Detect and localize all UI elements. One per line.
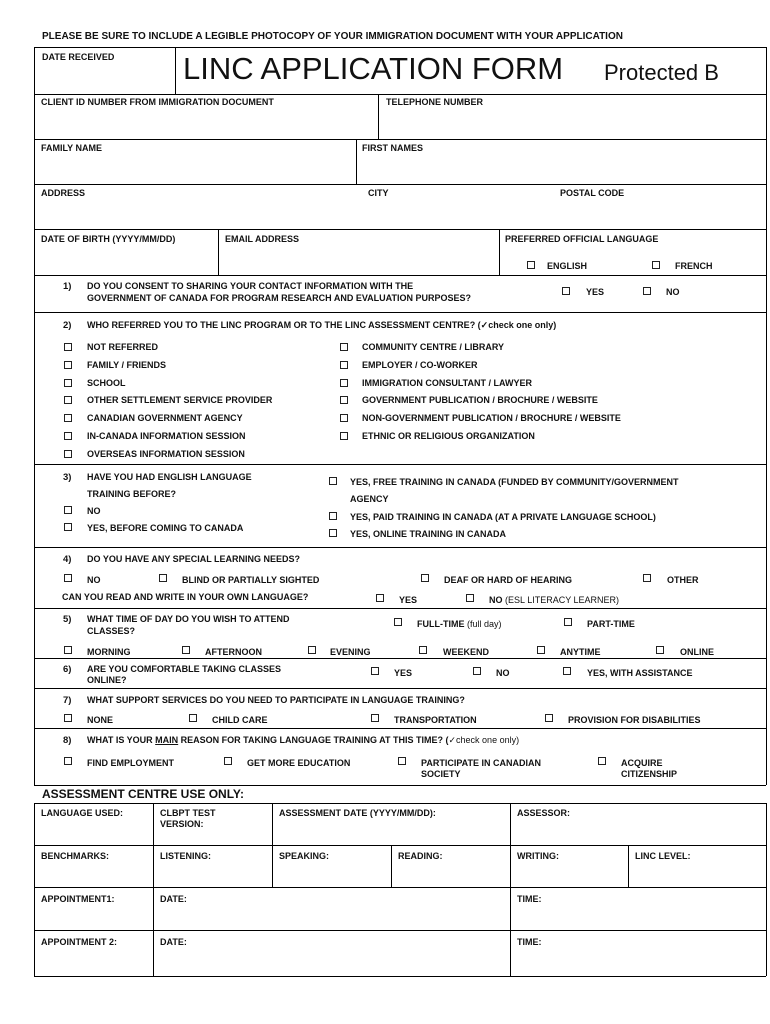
q2-right-checkbox-3[interactable] — [340, 379, 348, 387]
q8-employment-label: FIND EMPLOYMENT — [87, 758, 174, 768]
q6-text-line1: ARE YOU COMFORTABLE TAKING CLASSES — [87, 664, 282, 674]
q2-right-checkbox-6[interactable] — [340, 432, 348, 440]
q4-read-yes-label: YES — [399, 595, 418, 605]
french-label: FRENCH — [675, 261, 713, 271]
q2-right-label-3: IMMIGRATION CONSULTANT / LAWYER — [362, 377, 532, 388]
q4-no-checkbox[interactable] — [64, 574, 72, 582]
english-checkbox[interactable] — [527, 261, 535, 269]
q5-anytime-checkbox[interactable] — [537, 646, 545, 654]
linc-level-label: LINC LEVEL: — [635, 851, 691, 861]
q7-text: WHAT SUPPORT SERVICES DO YOU NEED TO PARTICIPATE IN LANGUAGE TRAINING? — [87, 695, 465, 705]
q2-left-checkbox-6[interactable] — [64, 432, 72, 440]
q4-other-label: OTHER — [667, 575, 699, 585]
q4-no-label: NO — [87, 575, 101, 585]
q4-read-no-checkbox[interactable] — [466, 594, 474, 602]
q8-education-checkbox[interactable] — [224, 757, 232, 765]
q8-participate-checkbox[interactable] — [398, 757, 406, 765]
q2-left-label-7: OVERSEAS INFORMATION SESSION — [87, 448, 245, 459]
q1-no-label: NO — [666, 287, 680, 297]
q4-blind-checkbox[interactable] — [159, 574, 167, 582]
q2-left-label-1: NOT REFERRED — [87, 342, 159, 352]
postal-code-field[interactable] — [556, 200, 764, 228]
date-received-label: DATE RECEIVED — [42, 52, 115, 62]
q2-left-checkbox-2[interactable] — [64, 361, 72, 369]
q2-text: WHO REFERRED YOU TO THE LINC PROGRAM OR TO THE LINC ASSESSMENT CENTRE? (✓check one only) — [87, 320, 557, 330]
q4-other-checkbox[interactable] — [643, 574, 651, 582]
q1-yes-checkbox[interactable] — [562, 287, 570, 295]
q6-assist-label: YES, WITH ASSISTANCE — [587, 668, 693, 678]
q1-number: 1) — [63, 281, 72, 292]
clbpt-label: CLBPT TEST — [160, 808, 216, 818]
q3-free-training-label-2: AGENCY — [350, 494, 389, 504]
appointment-1-time-label: TIME: — [517, 894, 542, 904]
q8-citizenship-checkbox[interactable] — [598, 757, 606, 765]
q6-yes-checkbox[interactable] — [371, 667, 379, 675]
q8-number: 8) — [63, 735, 72, 746]
first-names-label: FIRST NAMES — [362, 143, 424, 153]
address-field[interactable] — [36, 200, 356, 228]
q5-morning-checkbox[interactable] — [64, 646, 72, 654]
q3-free-training-checkbox[interactable] — [329, 477, 337, 485]
assessment-date-label: ASSESSMENT DATE (YYYY/MM/DD): — [279, 808, 436, 818]
q2-right-checkbox-1[interactable] — [340, 343, 348, 351]
q2-right-label-2: EMPLOYER / CO-WORKER — [362, 359, 478, 370]
english-label: ENGLISH — [547, 261, 588, 271]
q4-text: DO YOU HAVE ANY SPECIAL LEARNING NEEDS? — [87, 554, 301, 564]
q3-yes-before-label: YES, BEFORE COMING TO CANADA — [87, 523, 244, 533]
dob-label: DATE OF BIRTH (YYYY/MM/DD) — [41, 234, 176, 244]
q6-text-line2: ONLINE? — [87, 675, 127, 685]
q5-evening-checkbox[interactable] — [308, 646, 316, 654]
client-id-field[interactable] — [36, 110, 376, 138]
q7-transport-label: TRANSPORTATION — [394, 715, 477, 725]
notice-text: PLEASE BE SURE TO INCLUDE A LEGIBLE PHOTOCOPY OF YOUR IMMIGRATION DOCUMENT WITH YOUR APPLICATION — [42, 31, 623, 42]
benchmarks-label: BENCHMARKS: — [41, 851, 109, 861]
q3-text-line2: TRAINING BEFORE? — [87, 489, 176, 499]
q2-number: 2) — [63, 320, 72, 331]
q3-paid-training-checkbox[interactable] — [329, 512, 337, 520]
q5-parttime-checkbox[interactable] — [564, 618, 572, 626]
q5-evening-label: EVENING — [330, 647, 371, 657]
q6-number: 6) — [63, 664, 72, 675]
q7-none-label: NONE — [87, 715, 114, 725]
q6-assist-checkbox[interactable] — [563, 667, 571, 675]
email-field[interactable] — [220, 246, 497, 274]
q2-right-label-1: COMMUNITY CENTRE / LIBRARY — [362, 342, 505, 352]
q8-participate-label: PARTICIPATE IN CANADIAN — [421, 758, 541, 768]
q7-none-checkbox[interactable] — [64, 714, 72, 722]
q5-fulltime-label: FULL-TIME (full day) — [417, 619, 502, 629]
q5-number: 5) — [63, 614, 72, 625]
q2-right-label-6: ETHNIC OR RELIGIOUS ORGANIZATION — [362, 431, 535, 441]
q8-citizenship-label-2: CITIZENSHIP — [621, 769, 678, 779]
city-label: CITY — [368, 188, 389, 198]
q2-left-checkbox-5[interactable] — [64, 414, 72, 422]
q1-yes-label: YES — [586, 287, 605, 297]
q4-number: 4) — [63, 554, 72, 565]
q3-free-training-label: YES, FREE TRAINING IN CANADA (FUNDED BY COMMUNITY/GOVERNMENT — [350, 477, 679, 487]
first-names-field[interactable] — [358, 155, 764, 183]
q7-childcare-checkbox[interactable] — [189, 714, 197, 722]
q4-read-yes-checkbox[interactable] — [376, 594, 384, 602]
dob-field[interactable] — [36, 246, 216, 274]
clbpt-label-2: VERSION: — [160, 819, 204, 829]
q3-online-training-label: YES, ONLINE TRAINING IN CANADA — [350, 529, 507, 539]
preferred-language-label: PREFERRED OFFICIAL LANGUAGE — [505, 234, 659, 244]
telephone-field[interactable] — [380, 110, 764, 138]
q2-left-label-4: OTHER SETTLEMENT SERVICE PROVIDER — [87, 395, 273, 406]
appointment-2-time-label: TIME: — [517, 937, 542, 947]
listening-label: LISTENING: — [160, 851, 211, 861]
q8-participate-label-2: SOCIETY — [421, 769, 461, 779]
q3-online-training-checkbox[interactable] — [329, 529, 337, 537]
q5-text-line1: WHAT TIME OF DAY DO YOU WISH TO ATTEND — [87, 614, 290, 624]
q2-right-label-5: NON-GOVERNMENT PUBLICATION / BROCHURE / WEBSITE — [362, 413, 621, 424]
q7-transport-checkbox[interactable] — [371, 714, 379, 722]
q3-no-label: NO — [87, 506, 101, 516]
form-title: LINC APPLICATION FORM — [183, 51, 564, 86]
q2-left-checkbox-7[interactable] — [64, 450, 72, 458]
q2-left-label-2: FAMILY / FRIENDS — [87, 359, 167, 370]
city-field[interactable] — [362, 200, 552, 228]
french-checkbox[interactable] — [652, 261, 660, 269]
q1-no-checkbox[interactable] — [643, 287, 651, 295]
q4-deaf-label: DEAF OR HARD OF HEARING — [444, 575, 572, 585]
q3-paid-training-label: YES, PAID TRAINING IN CANADA (AT A PRIVATE LANGUAGE SCHOOL) — [350, 512, 656, 522]
q5-weekend-label: WEEKEND — [443, 647, 490, 657]
q4-read-no-label: NO (ESL LITERACY LEARNER) — [489, 595, 620, 605]
q7-disability-label: PROVISION FOR DISABILITIES — [568, 715, 701, 725]
family-name-field[interactable] — [36, 155, 354, 183]
q5-weekend-checkbox[interactable] — [419, 646, 427, 654]
writing-label: WRITING: — [517, 851, 559, 861]
appointment-2-date-label: DATE: — [160, 937, 187, 947]
email-label: EMAIL ADDRESS — [225, 234, 300, 244]
appointment-2-label: APPOINTMENT 2: — [41, 937, 118, 947]
q5-anytime-label: ANYTIME — [560, 647, 601, 657]
q2-right-checkbox-5[interactable] — [340, 414, 348, 422]
q2-left-label-6: IN-CANADA INFORMATION SESSION — [87, 431, 246, 441]
q8-employment-checkbox[interactable] — [64, 757, 72, 765]
q5-text-line2: CLASSES? — [87, 626, 136, 636]
q2-left-label-5: CANADIAN GOVERNMENT AGENCY — [87, 413, 243, 424]
q7-childcare-label: CHILD CARE — [212, 715, 268, 725]
q2-right-checkbox-2[interactable] — [340, 361, 348, 369]
language-used-label: LANGUAGE USED: — [41, 808, 124, 818]
q6-no-checkbox[interactable] — [473, 667, 481, 675]
q8-citizenship-label: ACQUIRE — [621, 758, 663, 768]
q5-online-label: ONLINE — [680, 647, 715, 657]
q8-text: WHAT IS YOUR MAIN REASON FOR TAKING LANGUAGE TRAINING AT THIS TIME? (✓check one only) — [87, 735, 520, 745]
appointment-1-date-label: DATE: — [160, 894, 187, 904]
q1-text-line2: GOVERNMENT OF CANADA FOR PROGRAM RESEARCH AND EVALUATION PURPOSES? — [87, 293, 472, 303]
q4-read-write-question: CAN YOU READ AND WRITE IN YOUR OWN LANGUAGE? — [62, 592, 309, 602]
q5-afternoon-label: AFTERNOON — [205, 647, 262, 657]
q3-no-checkbox[interactable] — [64, 506, 72, 514]
client-id-label: CLIENT ID NUMBER FROM IMMIGRATION DOCUMENT — [41, 97, 274, 107]
family-name-label: FAMILY NAME — [41, 143, 103, 153]
q5-morning-label: MORNING — [87, 647, 131, 657]
q2-left-checkbox-3[interactable] — [64, 379, 72, 387]
q6-yes-label: YES — [394, 668, 413, 678]
q2-left-label-3: SCHOOL — [87, 377, 126, 388]
q5-parttime-label: PART-TIME — [587, 619, 635, 629]
q5-fulltime-checkbox[interactable] — [394, 618, 402, 626]
speaking-label: SPEAKING: — [279, 851, 330, 861]
reading-label: READING: — [398, 851, 443, 861]
assessor-label: ASSESSOR: — [517, 808, 571, 818]
q3-yes-before-checkbox[interactable] — [64, 523, 72, 531]
q6-no-label: NO — [496, 668, 510, 678]
q5-online-checkbox[interactable] — [656, 646, 664, 654]
q3-number: 3) — [63, 472, 72, 483]
q7-number: 7) — [63, 695, 72, 706]
telephone-label: TELEPHONE NUMBER — [386, 97, 484, 107]
q2-left-checkbox-4[interactable] — [64, 396, 72, 404]
q2-right-label-4: GOVERNMENT PUBLICATION / BROCHURE / WEBSITE — [362, 395, 598, 406]
appointment-1-label: APPOINTMENT1: — [41, 894, 115, 904]
q7-disability-checkbox[interactable] — [545, 714, 553, 722]
q5-afternoon-checkbox[interactable] — [182, 646, 190, 654]
protected-b-label: Protected B — [604, 60, 719, 85]
q2-left-checkbox-1[interactable] — [64, 343, 72, 351]
assessment-title: ASSESSMENT CENTRE USE ONLY: — [42, 787, 245, 801]
address-label: ADDRESS — [41, 188, 86, 198]
q1-text-line1: DO YOU CONSENT TO SHARING YOUR CONTACT INFORMATION WITH THE — [87, 281, 414, 291]
postal-code-label: POSTAL CODE — [560, 188, 625, 198]
q3-text-line1: HAVE YOU HAD ENGLISH LANGUAGE — [87, 472, 252, 482]
q4-deaf-checkbox[interactable] — [421, 574, 429, 582]
q2-right-checkbox-4[interactable] — [340, 396, 348, 404]
q8-education-label: GET MORE EDUCATION — [247, 758, 351, 768]
q4-blind-label: BLIND OR PARTIALLY SIGHTED — [182, 575, 320, 585]
